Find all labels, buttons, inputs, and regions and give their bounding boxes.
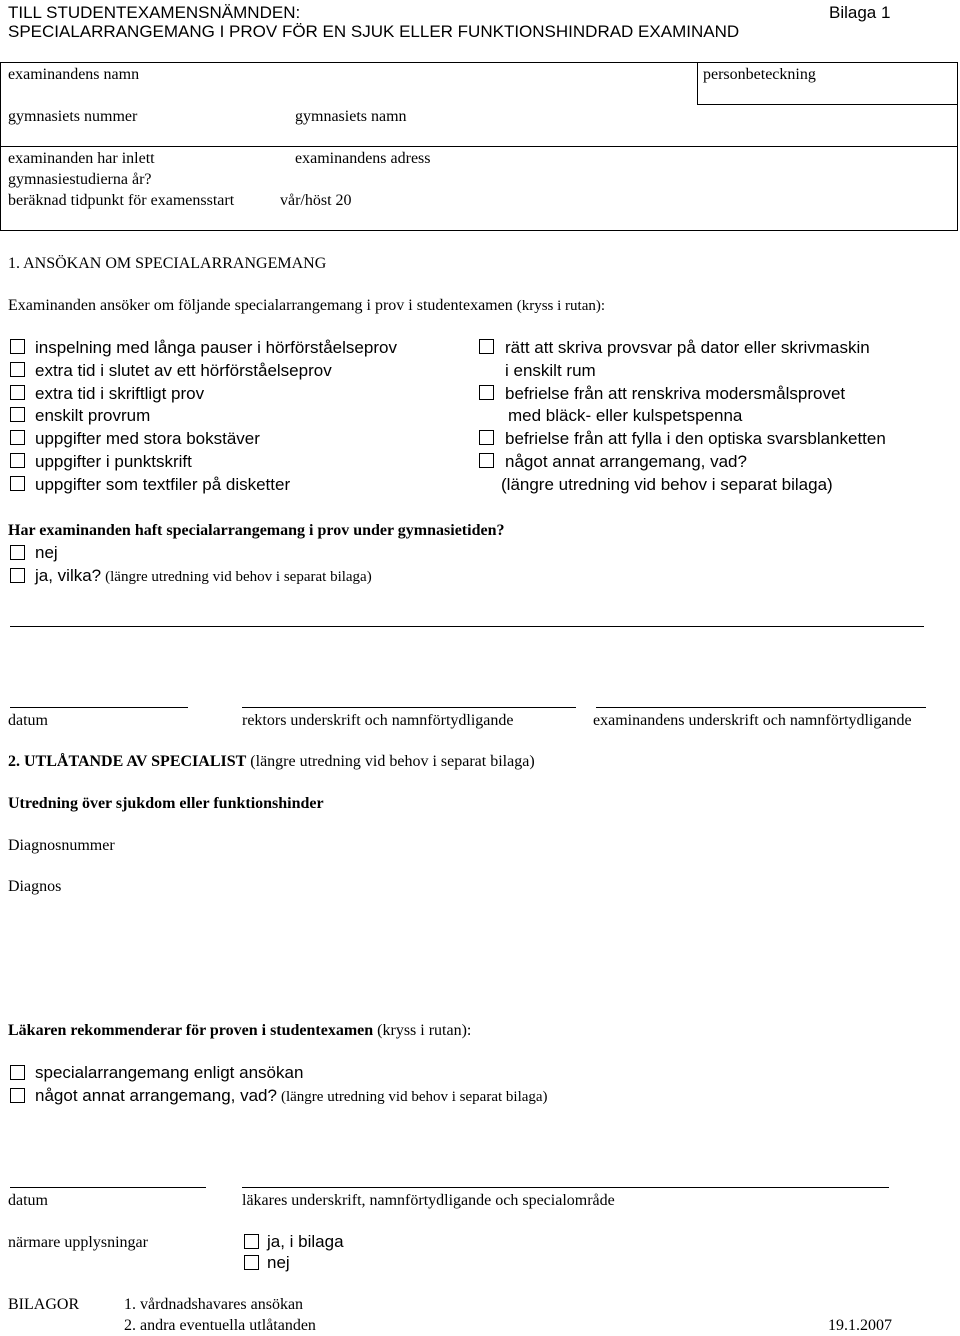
section2-title-row: [8, 752, 535, 772]
section1-intro-note: (kryss i rutan):: [516, 298, 606, 314]
more-info-label: närmare upplysningar: [8, 1234, 148, 1251]
previous-yes-text: ja, vilka?: [35, 566, 102, 585]
option-diskette: uppgifter som textfiler på disketter: [35, 475, 291, 494]
option-other-arrangement: något annat arrangemang, vad?: [505, 452, 747, 471]
checkbox-braille[interactable]: [10, 453, 25, 468]
previous-arrangements-question: Har examinanden haft specialarrangemang i prov under gymnasietiden?: [8, 522, 505, 539]
recommend-other-row: [35, 1086, 548, 1107]
option-large-print: uppgifter med stora bokstäver: [35, 429, 260, 448]
option-no-rewrite: befrielse från att renskriva modersmålsprovet: [505, 384, 846, 403]
form-date: 19.1.2007: [828, 1317, 892, 1334]
checkbox-more-info-yes[interactable]: [244, 1234, 259, 1249]
table-bottom-line: [0, 230, 958, 231]
option-no-rewrite-cont: med bläck- eller kulspetspenna: [508, 406, 743, 425]
table-line-id: [697, 104, 958, 105]
doctor-date-label: datum: [8, 1192, 48, 1209]
diagnosis-number-label: Diagnosnummer: [8, 837, 115, 854]
checkbox-no-rewrite[interactable]: [479, 385, 494, 400]
examinee-name-label: examinandens namn: [8, 66, 140, 83]
exam-start-label: beräknad tidpunkt för examensstart: [8, 192, 235, 209]
option-own-room: enskilt provrum: [35, 406, 151, 425]
examinee-address-label: examinandens adress: [295, 150, 431, 167]
table-left-line: [0, 62, 1, 230]
more-info-no-label: nej: [267, 1253, 290, 1272]
option-computer: rätt att skriva provsvar på dator eller skrivmaskin: [505, 338, 870, 357]
checkbox-other-arrangement[interactable]: [479, 453, 494, 468]
option-extra-time-written: extra tid i skriftligt prov: [35, 384, 205, 403]
option-no-optical-form: befrielse från att fylla i den optiska svarsblanketten: [505, 429, 886, 448]
doctor-signature-label: läkares underskrift, namnförtydligande och specialområde: [242, 1192, 615, 1209]
date-signature-line[interactable]: [10, 707, 188, 708]
section1-title: 1. ANSÖKAN OM SPECIALARRANGEMANG: [8, 255, 327, 272]
checkbox-recommend-as-applied[interactable]: [10, 1065, 25, 1080]
checkbox-extra-time-written[interactable]: [10, 385, 25, 400]
attachments-label: BILAGOR: [8, 1296, 80, 1313]
diagnosis-label: Diagnos: [8, 878, 62, 895]
checkbox-previous-no[interactable]: [10, 545, 25, 560]
personal-id-label: personbeteckning: [703, 66, 816, 83]
previous-no-label: nej: [35, 543, 58, 562]
section2-title: 2. UTLÅTANDE AV SPECIALIST: [8, 753, 247, 770]
checkbox-diskette[interactable]: [10, 476, 25, 491]
studies-started-label-2: gymnasiestudierna år?: [8, 171, 152, 188]
table-right-line: [957, 62, 958, 230]
school-name-label: gymnasiets namn: [295, 108, 407, 125]
previous-yes-label: [35, 566, 372, 587]
doctor-recommends-note: (kryss i rutan):: [377, 1022, 472, 1039]
checkbox-no-optical-form[interactable]: [479, 430, 494, 445]
investigation-heading: Utredning över sjukdom eller funktionshinder: [8, 795, 324, 812]
more-info-yes-label: ja, i bilaga: [267, 1232, 344, 1251]
attachment-label: Bilaga 1: [829, 3, 891, 22]
doctor-signature-line[interactable]: [242, 1187, 889, 1188]
header-subtitle: SPECIALARRANGEMANG I PROV FÖR EN SJUK ELLER FUNKTIONSHINDRAD EXAMINAND: [8, 22, 740, 41]
header-title: TILL STUDENTEXAMENSNÄMNDEN:: [8, 3, 301, 22]
examinee-signature-label: examinandens underskrift och namnförtydligande: [593, 712, 912, 729]
section1-intro: [8, 296, 605, 316]
checkbox-computer[interactable]: [479, 339, 494, 354]
checkbox-own-room[interactable]: [10, 407, 25, 422]
attachment-item-2: 2. andra eventuella utlåtanden: [124, 1317, 316, 1334]
checkbox-large-print[interactable]: [10, 430, 25, 445]
table-divider-id: [697, 62, 698, 104]
section2-title-note: (längre utredning vid behov i separat bilaga): [250, 753, 535, 770]
option-braille: uppgifter i punktskrift: [35, 452, 192, 471]
checkbox-more-info-no[interactable]: [244, 1255, 259, 1270]
doctor-recommends-row: [8, 1021, 471, 1041]
option-computer-cont: i enskilt rum: [505, 361, 596, 380]
option-extra-time-listening: extra tid i slutet av ett hörförståelseprov: [35, 361, 332, 380]
option-other-arrangement-note: (längre utredning vid behov i separat bilaga): [501, 475, 833, 494]
studies-started-label: examinanden har inlett: [8, 150, 155, 167]
table-top-line: [0, 62, 958, 63]
recommend-as-applied-label: specialarrangemang enligt ansökan: [35, 1063, 304, 1082]
checkbox-long-pauses[interactable]: [10, 339, 25, 354]
principal-signature-label: rektors underskrift och namnförtydligande: [242, 712, 514, 729]
recommend-other-label: något annat arrangemang, vad?: [35, 1086, 277, 1105]
doctor-date-line[interactable]: [10, 1187, 206, 1188]
recommend-other-note: (längre utredning vid behov i separat bilaga): [280, 1089, 548, 1105]
doctor-recommends: Läkaren rekommenderar för proven i studentexamen: [8, 1022, 374, 1039]
section1-intro-text: Examinanden ansöker om följande specialarrangemang i prov i studentexamen: [8, 297, 513, 314]
attachment-item-1: 1. vårdnadshavares ansökan: [124, 1296, 304, 1313]
date-label: datum: [8, 712, 48, 729]
examinee-signature-line[interactable]: [596, 707, 926, 708]
table-line-2: [0, 146, 958, 147]
checkbox-recommend-other[interactable]: [10, 1088, 25, 1103]
checkbox-extra-time-listening[interactable]: [10, 362, 25, 377]
previous-yes-note: (längre utredning vid behov i separat bilaga): [105, 569, 372, 585]
principal-signature-line[interactable]: [242, 707, 576, 708]
previous-answer-line[interactable]: [10, 626, 924, 627]
option-long-pauses: inspelning med långa pauser i hörförståelseprov: [35, 338, 397, 357]
checkbox-previous-yes[interactable]: [10, 568, 25, 583]
school-number-label: gymnasiets nummer: [8, 108, 138, 125]
season-label: vår/höst 20: [280, 192, 352, 209]
